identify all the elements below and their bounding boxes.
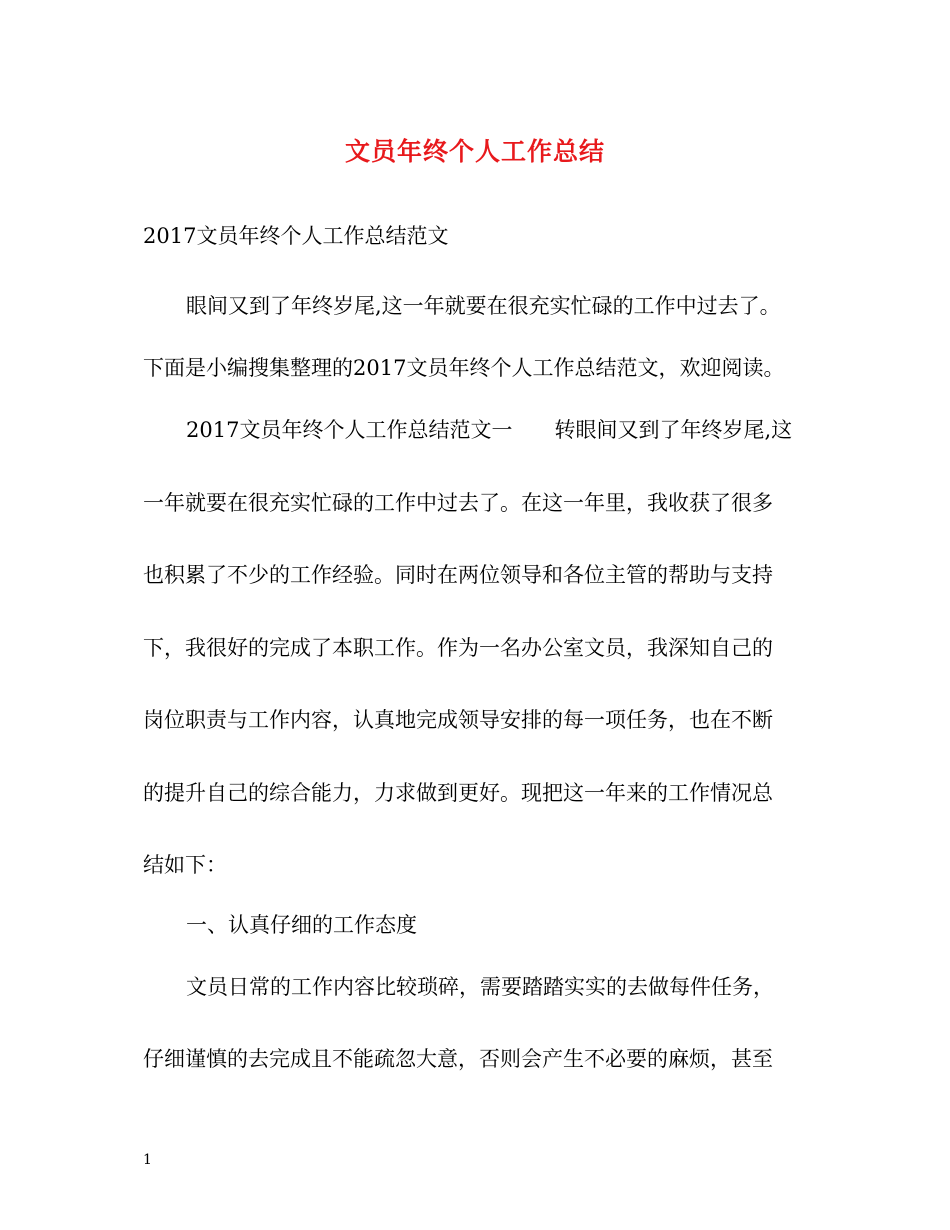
page-number: 1 [143,1152,152,1168]
paragraph-line: 文员日常的工作内容比较琐碎，需要踏踏实实的去做每件任务， [186,975,774,999]
paragraph-line: 仔细谨慎的去完成且不能疏忽大意，否则会产生不必要的麻烦，甚至 [143,1047,773,1071]
paragraph-line: 一年就要在很充实忙碌的工作中过去了。在这一年里，我收获了很多 [143,491,773,515]
paragraph-line: 眼间又到了年终岁尾,这一年就要在很充实忙碌的工作中过去了。 [186,294,781,318]
paragraph-line: 结如下： [143,853,227,877]
section-heading: 一、认真仔细的工作态度 [186,913,417,937]
document-title: 文员年终个人工作总结 [344,137,605,166]
paragraph-line: 2017文员年终个人工作总结范文一 转眼间又到了年终岁尾,这 [186,418,793,442]
paragraph-line: 下面是小编搜集整理的2017文员年终个人工作总结范文，欢迎阅读。 [143,356,785,380]
paragraph-line: 岗位职责与工作内容，认真地完成领导安排的每一项任务，也在不断 [143,708,773,732]
subtitle-line: 2017文员年终个人工作总结范文 [143,224,449,248]
paragraph-line: 下，我很好的完成了本职工作。作为一名办公室文员，我深知自己的 [143,636,773,660]
paragraph-line: 也积累了不少的工作经验。同时在两位领导和各位主管的帮助与支持 [143,563,773,587]
paragraph-line: 的提升自己的综合能力，力求做到更好。现把这一年来的工作情况总 [143,781,773,805]
